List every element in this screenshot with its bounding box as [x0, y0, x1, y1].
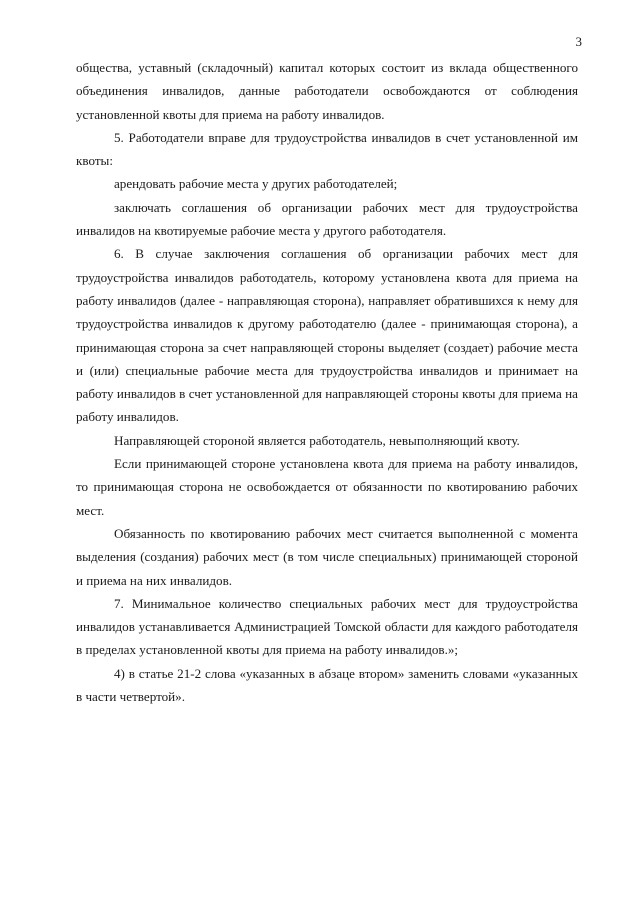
paragraph-rent-workplaces: арендовать рабочие места у других работодателей; — [114, 176, 398, 192]
paragraph-sending-party: Направляющей стороной является работодатель, невыполняющий квоту. — [114, 432, 520, 448]
paragraph-amendment-4: 4) в статье 21-2 слова «указанных в абзаце втором» заменить словами «указанных в части четвертой». — [76, 665, 578, 705]
paragraph-item-7: 7. Минимальное количество специальных рабочих мест для трудоустройства инвалидов устанавливается Администрацией Томской области для каждого работодателя в пределах установленной квоты для приема на работу инвалидов.»; — [76, 595, 578, 658]
paragraph-agreements: заключать соглашения об организации рабочих мест для трудоустройства инвалидов на квотируемые рабочие места у другого работодателя. — [76, 199, 578, 239]
paragraph-obligation: Обязанность по квотированию рабочих мест считается выполненной с момента выделения (создания) рабочих мест (в том числе специальных) принимающей стороной и приема на них инвалидов. — [76, 525, 578, 588]
paragraph-item-5: 5. Работодатели вправе для трудоустройства инвалидов в счет установленной им квоты: — [76, 129, 578, 169]
page-number: 3 — [575, 34, 582, 49]
paragraph-continuation: общества, уставный (складочный) капитал которых состоит из вклада общественного объединения инвалидов, данные работодатели освобождаются от соблюдения установленной квоты для приема на работу инвалидов. — [76, 60, 578, 122]
paragraph-item-6: 6. В случае заключения соглашения об организации рабочих мест для трудоустройства инвалидов работодатель, которому установлена квота для приема на работу инвалидов (далее - направляющая сторона), направляет обратившихся к нему для трудоустройства инвалидов к другому работодателю (далее - принимающая сторона), а принимающая сторона за счет направляющей стороны выделяет (создает) рабочие места и (или) специальные рабочие места для трудоустройства инвалидов и принимает на работу инвалидов в счет установленной для направляющей стороны квоты для приема на работу инвалидов. — [76, 246, 578, 425]
document-body — [76, 56, 578, 708]
paragraph-receiving-party: Если принимающей стороне установлена квота для приема на работу инвалидов, то принимающая сторона не освобождается от обязанности по квотированию рабочих мест. — [76, 456, 578, 518]
